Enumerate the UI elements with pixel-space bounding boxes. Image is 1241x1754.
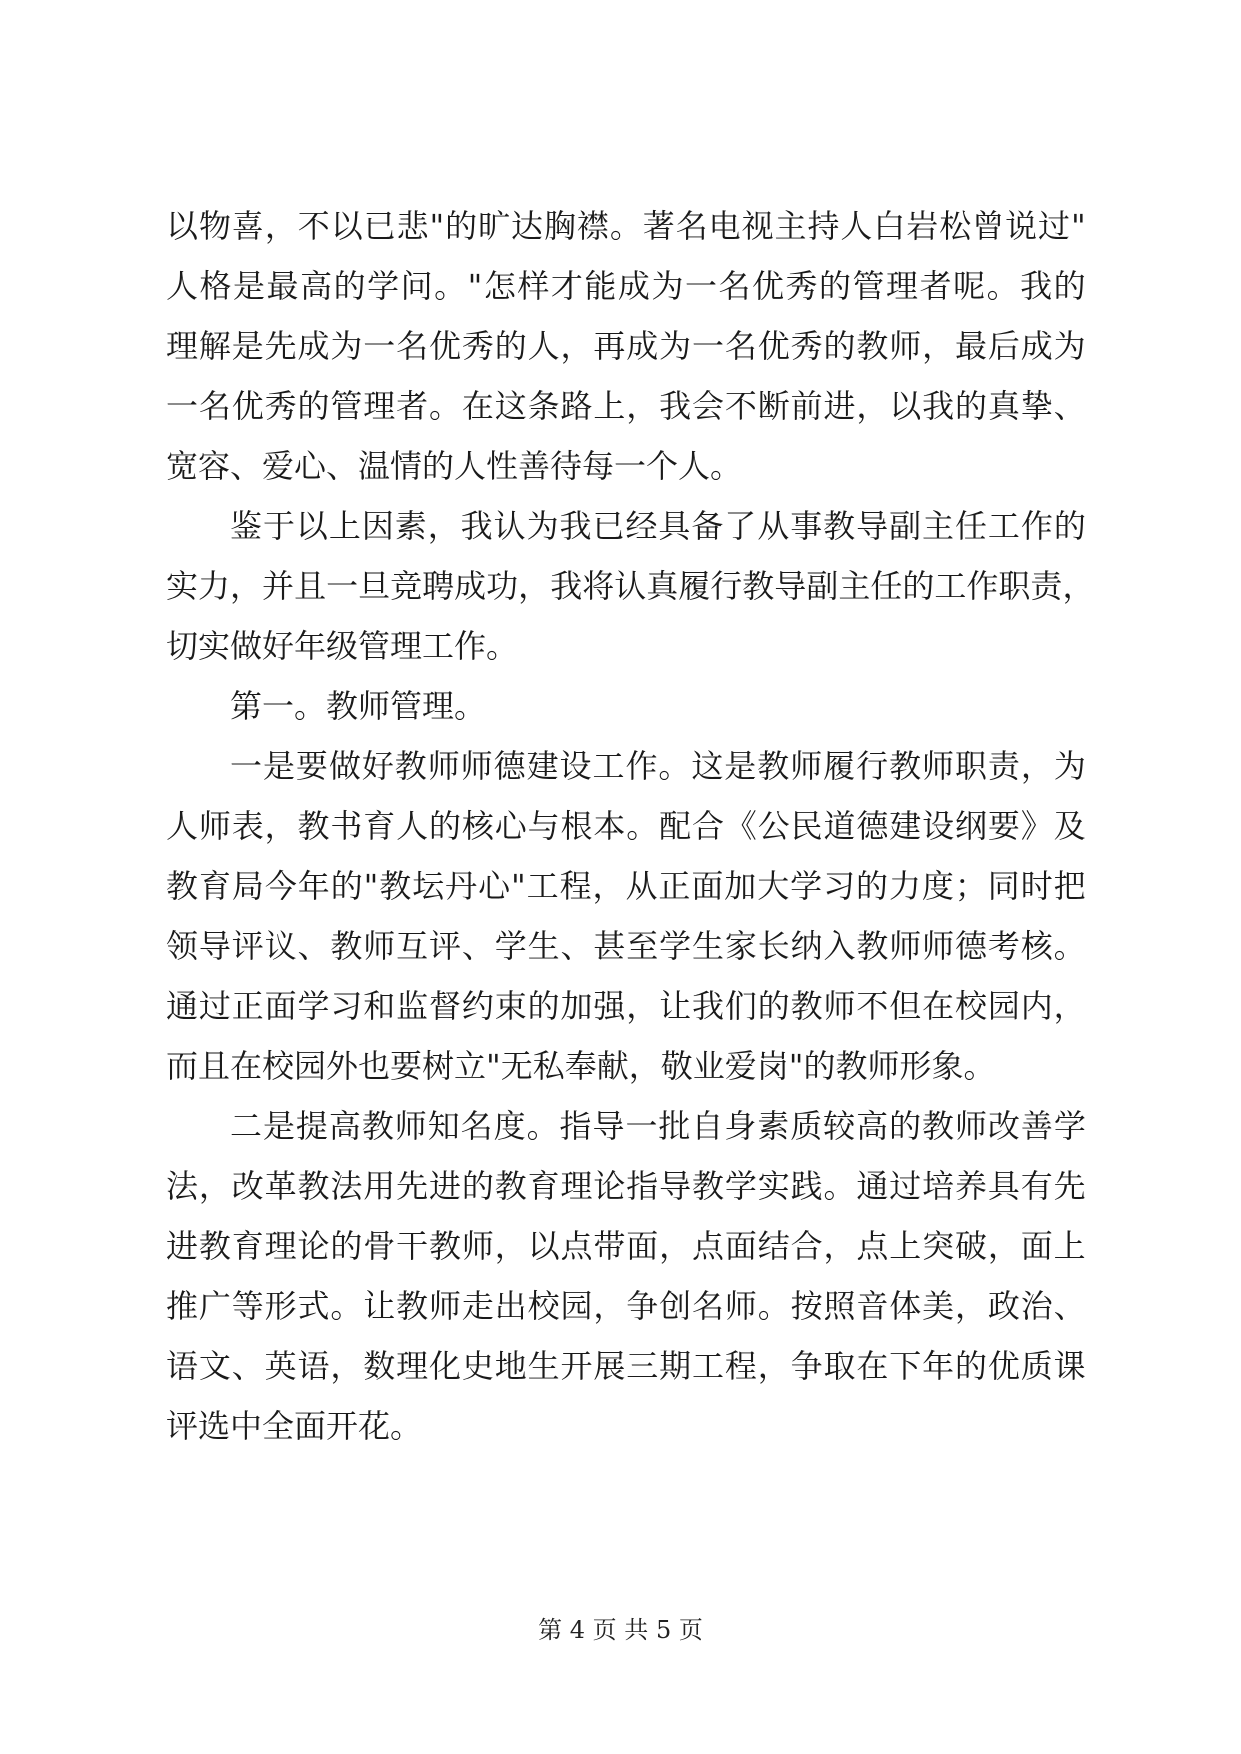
text-line: 而且在校园外也要树立"无私奉献，敬业爱岗"的教师形象。 <box>166 1047 996 1085</box>
page-number-footer: 第 4 页 共 5 页 <box>538 1616 703 1644</box>
document-body <box>166 196 1095 1456</box>
text-line: 语 文 、 英 语 ， 数 理 化 史 地 生 开 展 三 期 工 程 ， 争 取 在 下 年 的 优 质 课 <box>166 1347 1086 1385</box>
paragraph-first-line: 二 是 提 高 教 师 知 名 度 。 指 导 一 批 自 身 素 质 较 高 的 教 师 改 善 学 <box>230 1107 1086 1145</box>
text-line: 评选中全面开花。 <box>166 1407 423 1445</box>
text-line: 通 过 正 面 学 习 和 监 督 约 束 的 加 强 ， 让 我 们 的 教 师 不 但 在 校 园 内 ， <box>166 987 1086 1025</box>
section-heading: 第一。教师管理。 <box>230 687 487 725</box>
text-line: 推 广 等 形 式 。 让 教 师 走 出 校 园 ， 争 创 名 师 。 按 照 音 体 美 ， 政 治 、 <box>166 1287 1086 1325</box>
text-line: 领 导 评 议 、 教 师 互 评 、 学 生 、 甚 至 学 生 家 长 纳 入 教 师 师 德 考 核 。 <box>166 927 1086 965</box>
text-line: 宽容、爱心、温情的人性善待每一个人。 <box>166 447 743 485</box>
text-line: 切实做好年级管理工作。 <box>166 627 519 665</box>
text-line: 人 格 是 最 高 的 学 问 。 " 怎 样 才 能 成 为 一 名 优 秀 的 管 理 者 呢 。 我 的 <box>166 267 1086 305</box>
text-line: 理 解 是 先 成 为 一 名 优 秀 的 人 ， 再 成 为 一 名 优 秀 的 教 师 ， 最 后 成 为 <box>166 327 1086 365</box>
paragraph-first-line: 鉴 于 以 上 因 素 ， 我 认 为 我 已 经 具 备 了 从 事 教 导 副 主 任 工 作 的 <box>230 507 1086 545</box>
text-line: 以 物 喜 ， 不 以 已 悲 " 的 旷 达 胸 襟 。 著 名 电 视 主 持 人 白 岩 松 曾 说 过 " <box>166 207 1086 245</box>
text-line: 人 师 表 ， 教 书 育 人 的 核 心 与 根 本 。 配 合 《 公 民 道 德 建 设 纲 要 》 及 <box>166 807 1086 845</box>
paragraph-first-line: 一 是 要 做 好 教 师 师 德 建 设 工 作 。 这 是 教 师 履 行 教 师 职 责 ， 为 <box>230 747 1086 785</box>
text-line: 法 ， 改 革 教 法 用 先 进 的 教 育 理 论 指 导 教 学 实 践 。 通 过 培 养 具 有 先 <box>166 1167 1086 1205</box>
text-line: 一 名 优 秀 的 管 理 者 。 在 这 条 路 上 ， 我 会 不 断 前 进 ， 以 我 的 真 挚 、 <box>166 387 1086 425</box>
text-line: 进 教 育 理 论 的 骨 干 教 师 ， 以 点 带 面 ， 点 面 结 合 ， 点 上 突 破 ， 面 上 <box>166 1227 1086 1265</box>
text-line: 教 育 局 今 年 的 " 教 坛 丹 心 " 工 程 ， 从 正 面 加 大 学 习 的 力 度 ； 同 时 把 <box>166 867 1086 905</box>
text-line: 实 力 ， 并 且 一 旦 竞 聘 成 功 ， 我 将 认 真 履 行 教 导 副 主 任 的 工 作 职 责 ， <box>166 567 1095 605</box>
